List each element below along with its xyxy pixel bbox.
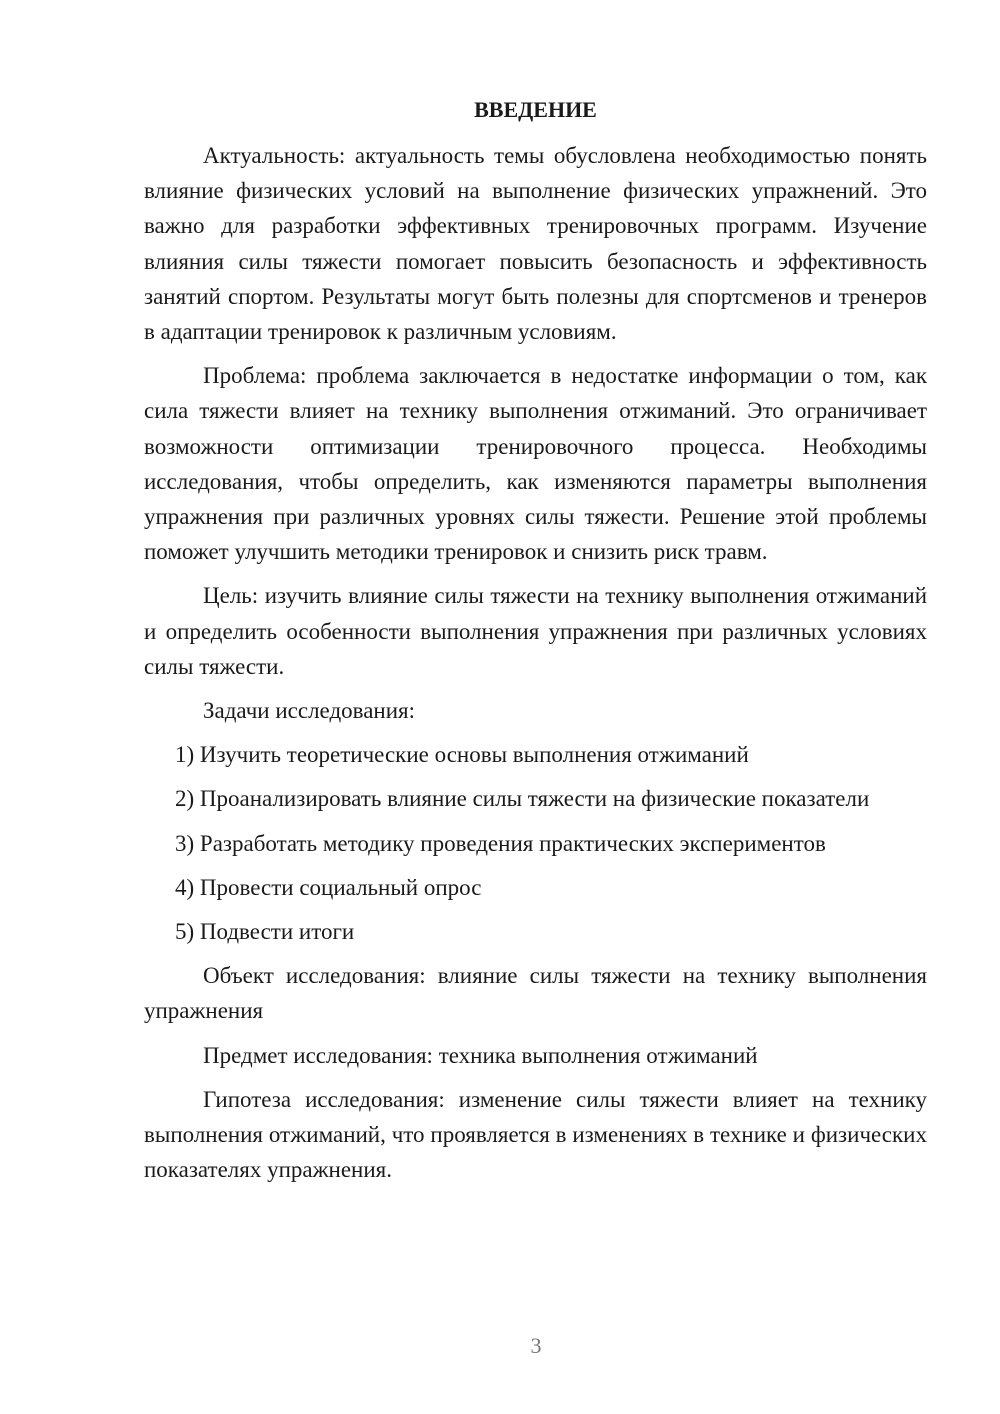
- goal-paragraph: Цель: изучить влияние силы тяжести на технику выполнения отжиманий и определить особенности выполнения упражнения при различных условиях силы тяжести.: [144, 583, 927, 679]
- task-item: 2) Проанализировать влияние силы тяжести на физические показатели: [175, 786, 870, 812]
- task-item: 1) Изучить теоретические основы выполнения отжиманий: [175, 742, 749, 768]
- task-item: 4) Провести социальный опрос: [175, 874, 482, 900]
- page-number: 3: [530, 1333, 542, 1358]
- section-title: ВВЕДЕНИЕ: [474, 97, 597, 122]
- hypothesis-paragraph: Гипотеза исследования: изменение силы тяжести влияет на технику выполнения отжиманий, что проявляется в изменениях в технике и физических показателях упражнения.: [144, 1086, 927, 1183]
- relevance-paragraph: Актуальность: актуальность темы обусловлена необходимостью понять влияние физических условий на выполнение физических упражнений. Это важно для разработки эффективных тренировочных программ. Изучение влияния силы тяжести помогает повысить безопасность и эффективность занятий спортом. Результаты могут быть полезны для спортсменов и тренеров в адаптации тренировок к различным условиям.: [144, 143, 927, 345]
- problem-paragraph: Проблема: проблема заключается в недостатке информации о том, как сила тяжести влияет на технику выполнения отжиманий. Это ограничивает возможности оптимизации тренировочного процесса. Необходимы исследования, чтобы определить, как изменяются параметры выполнения упражнения при различных уровнях силы тяжести. Решение этой проблемы поможет улучшить методики тренировок и снизить риск травм.: [144, 363, 927, 565]
- tasks-heading: Задачи исследования:: [203, 698, 416, 724]
- task-item: 3) Разработать методику проведения практических экспериментов: [175, 830, 826, 856]
- tasks-list: [144, 737, 927, 949]
- task-item: 5) Подвести итоги: [175, 919, 355, 945]
- object-paragraph: Объект исследования: влияние силы тяжести на технику выполнения упражнения: [144, 963, 927, 1024]
- subject-paragraph: Предмет исследования: техника выполнения отжиманий: [203, 1042, 758, 1068]
- document-body: [144, 94, 927, 1196]
